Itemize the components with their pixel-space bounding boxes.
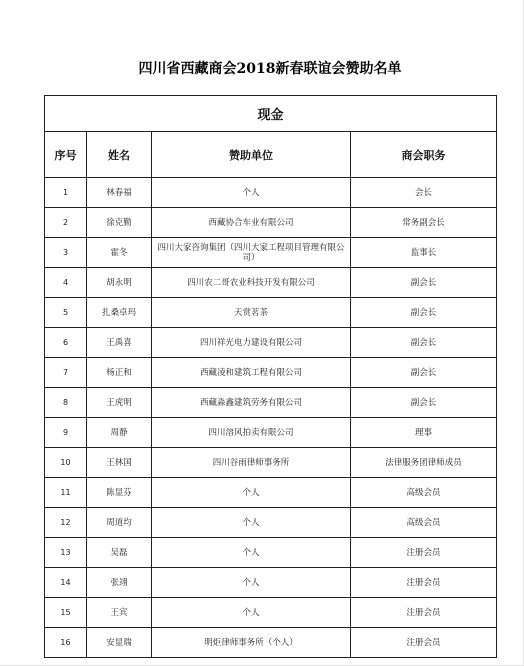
cell-name: 张翊: [87, 568, 152, 598]
cell-sponsor-unit: 个人: [152, 508, 351, 538]
cell-name: 周道均: [87, 508, 152, 538]
table-row: [45, 268, 497, 298]
cell-number: 1: [45, 178, 87, 208]
cell-role: 注册会员: [351, 598, 497, 628]
cell-number: 15: [45, 598, 87, 628]
cell-sponsor-unit: 明炬律师事务所（个人）: [152, 628, 351, 658]
cell-sponsor-unit: 四川农二哥农业科技开发有限公司: [152, 268, 351, 298]
column-header-sponsor-unit: 赞助单位: [152, 132, 351, 178]
table-row: [45, 178, 497, 208]
cell-sponsor-unit: 四川谷雨律师事务所: [152, 448, 351, 478]
cell-number: 8: [45, 388, 87, 418]
cell-sponsor-unit: 四川祥光电力建设有限公司: [152, 328, 351, 358]
cell-sponsor-unit: 个人: [152, 478, 351, 508]
cell-role: 副会长: [351, 388, 497, 418]
cell-sponsor-unit: 个人: [152, 178, 351, 208]
section-title: 现金: [45, 96, 497, 132]
table-row: [45, 538, 497, 568]
table-row: [45, 388, 497, 418]
table-row: [45, 598, 497, 628]
column-header-name: 姓名: [87, 132, 152, 178]
section-row: [45, 96, 497, 132]
cell-sponsor-unit: 个人: [152, 598, 351, 628]
cell-role: 副会长: [351, 268, 497, 298]
cell-name: 杨正和: [87, 358, 152, 388]
cell-number: 3: [45, 238, 87, 268]
table-row: [45, 628, 497, 658]
cell-sponsor-unit: 西藏凌和建筑工程有限公司: [152, 358, 351, 388]
cell-name: 安显瑞: [87, 628, 152, 658]
cell-number: 9: [45, 418, 87, 448]
cell-sponsor-unit: 四川大家咨询集团（四川大家工程项目管理有限公司）: [152, 238, 351, 268]
table-row: [45, 448, 497, 478]
table-row: [45, 358, 497, 388]
cell-role: 法律服务团律师成员: [351, 448, 497, 478]
cell-name: 徐克勤: [87, 208, 152, 238]
cell-sponsor-unit: 个人: [152, 568, 351, 598]
cell-number: 5: [45, 298, 87, 328]
cell-role: 副会长: [351, 328, 497, 358]
cell-role: 理事: [351, 418, 497, 448]
cell-name: 王虎明: [87, 388, 152, 418]
cell-name: 周静: [87, 418, 152, 448]
cell-number: 6: [45, 328, 87, 358]
cell-sponsor-unit: 西藏协合车业有限公司: [152, 208, 351, 238]
cell-sponsor-unit: 西藏淼鑫建筑劳务有限公司: [152, 388, 351, 418]
sponsor-table: [44, 95, 497, 658]
cell-role: 注册会员: [351, 568, 497, 598]
cell-role: 高级会员: [351, 478, 497, 508]
cell-role: 常务副会长: [351, 208, 497, 238]
column-header-number: 序号: [45, 132, 87, 178]
cell-role: 高级会员: [351, 508, 497, 538]
table-row: [45, 208, 497, 238]
cell-name: 吴磊: [87, 538, 152, 568]
cell-name: 陈显芬: [87, 478, 152, 508]
column-header-role: 商会职务: [351, 132, 497, 178]
cell-sponsor-unit: 天赏茗茶: [152, 298, 351, 328]
cell-number: 2: [45, 208, 87, 238]
table-row: [45, 568, 497, 598]
cell-role: 副会长: [351, 298, 497, 328]
table-row: [45, 478, 497, 508]
cell-name: 王宾: [87, 598, 152, 628]
cell-sponsor-unit: 个人: [152, 538, 351, 568]
cell-name: 扎桑卓玛: [87, 298, 152, 328]
cell-number: 13: [45, 538, 87, 568]
cell-number: 12: [45, 508, 87, 538]
cell-number: 11: [45, 478, 87, 508]
cell-sponsor-unit: 四川溶风拍卖有限公司: [152, 418, 351, 448]
table-row: [45, 418, 497, 448]
table-row: [45, 298, 497, 328]
cell-number: 16: [45, 628, 87, 658]
cell-name: 林春福: [87, 178, 152, 208]
cell-number: 10: [45, 448, 87, 478]
cell-role: 监事长: [351, 238, 497, 268]
cell-number: 7: [45, 358, 87, 388]
cell-number: 14: [45, 568, 87, 598]
cell-role: 副会长: [351, 358, 497, 388]
cell-number: 4: [45, 268, 87, 298]
cell-name: 霍冬: [87, 238, 152, 268]
cell-name: 王禹喜: [87, 328, 152, 358]
cell-name: 胡永明: [87, 268, 152, 298]
cell-role: 会长: [351, 178, 497, 208]
table-row: [45, 328, 497, 358]
cell-name: 王林国: [87, 448, 152, 478]
cell-role: 注册会员: [351, 538, 497, 568]
table-row: [45, 508, 497, 538]
header-row: [45, 132, 497, 178]
cell-role: 注册会员: [351, 628, 497, 658]
document-title: 四川省西藏商会2018新春联谊会赞助名单: [138, 61, 402, 77]
table-row: [45, 238, 497, 268]
